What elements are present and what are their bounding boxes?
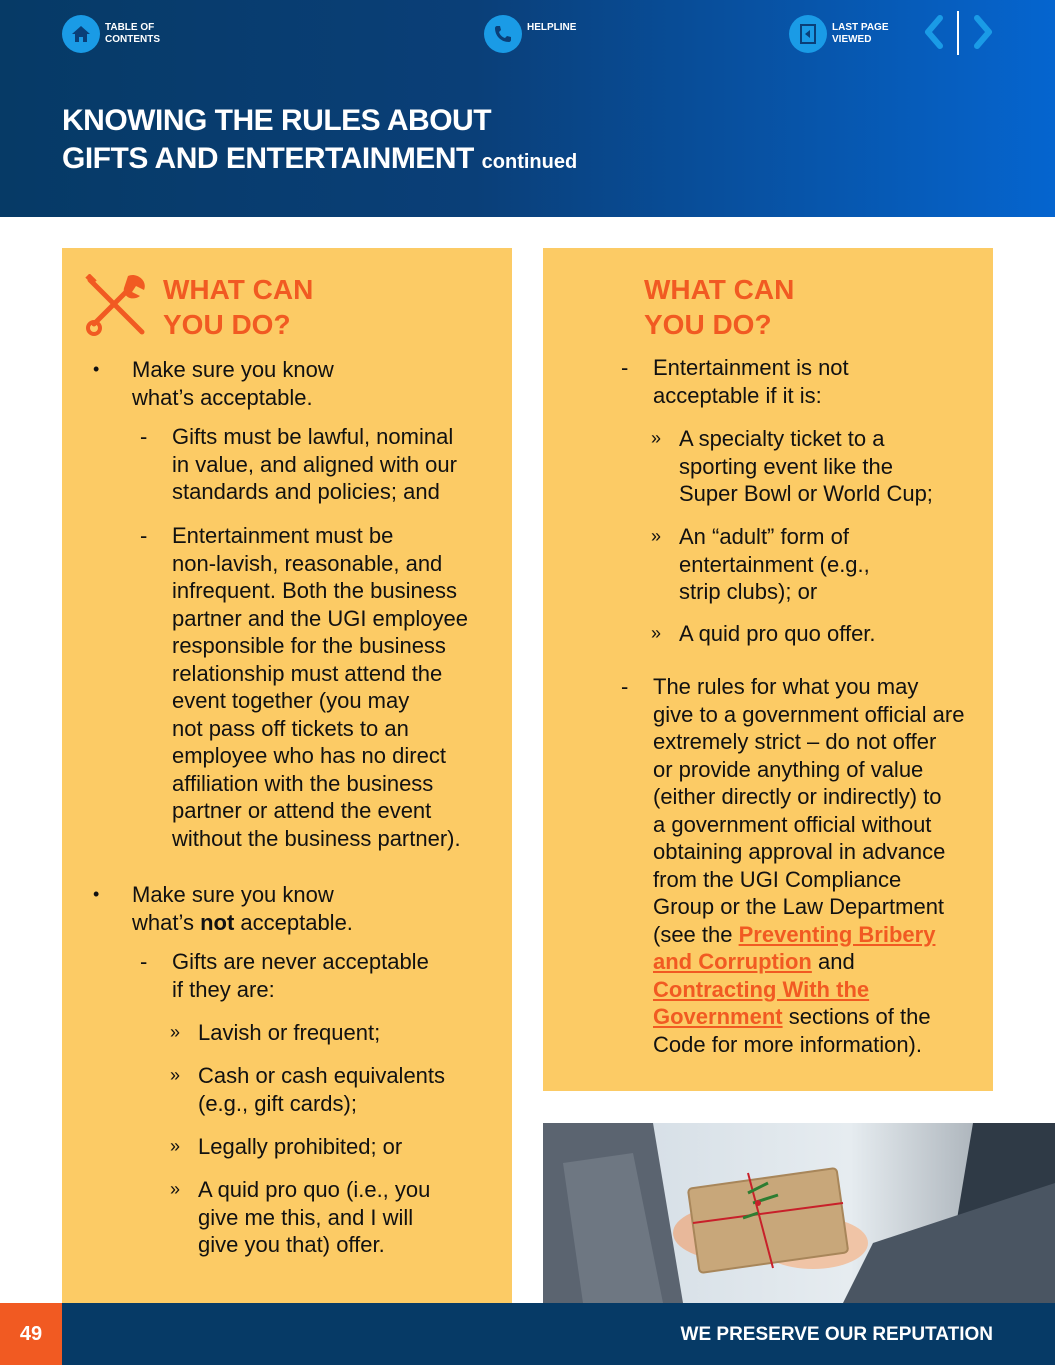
table-of-contents-link[interactable] — [62, 15, 185, 53]
contracting-government-link[interactable]: Contracting With the — [653, 976, 870, 1002]
dash-marker: - — [621, 355, 629, 380]
arrow-marker: » — [170, 1065, 181, 1085]
sub-sub-item: An “adult” form of entertainment (e.g., strip clubs); or — [679, 524, 870, 604]
helpline-link[interactable] — [484, 15, 607, 53]
chevron-left-icon[interactable] — [922, 14, 946, 55]
sub-sub-item: A quid pro quo (i.e., you give me this, and I will give you that) offer. — [198, 1177, 431, 1257]
sub-sub-item: Cash or cash equivalents (e.g., gift cards); — [198, 1063, 446, 1116]
sub-item: Gifts are never acceptable if they are: — [172, 949, 429, 1002]
left-info-panel — [62, 248, 512, 1303]
arrow-marker: » — [170, 1136, 181, 1156]
arrow-marker: » — [170, 1022, 181, 1042]
arrow-marker: » — [651, 623, 662, 643]
bullet-marker: • — [93, 884, 100, 904]
preventing-bribery-link[interactable]: Preventing Bribery — [738, 921, 936, 947]
arrow-marker: » — [651, 526, 662, 546]
right-info-panel — [543, 248, 993, 1091]
gift-handoff-photo — [543, 1123, 1055, 1303]
sub-sub-item: A specialty ticket to a sporting event like the Super Bowl or World Cup; — [679, 426, 933, 506]
right-heading: WHAT CAN YOU DO? — [644, 274, 795, 340]
bullet-item: Make sure you know what’s acceptable. — [132, 357, 334, 410]
sub-item: Gifts must be lawful, nominal in value, and aligned with our standards and policies; and — [172, 424, 457, 504]
bullet-marker: • — [93, 359, 100, 379]
toc-label: TABLE OF CONTENTS — [105, 22, 160, 45]
last-page-label: LAST PAGE VIEWED — [832, 22, 889, 45]
dash-marker: - — [140, 949, 148, 974]
header-banner — [0, 0, 1055, 217]
arrow-marker: » — [651, 428, 662, 448]
sub-sub-item: A quid pro quo offer. — [679, 621, 876, 646]
contracting-government-link[interactable]: Government — [653, 1004, 783, 1029]
chevron-right-icon[interactable] — [971, 14, 995, 55]
sub-item: Entertainment is not acceptable if it is: — [653, 355, 849, 408]
bullet-item: Make sure you know what’s not acceptable. — [132, 882, 353, 935]
section-title: WE PRESERVE OUR REPUTATION — [680, 1324, 993, 1345]
left-heading: WHAT CAN YOU DO? — [163, 274, 314, 340]
preventing-bribery-link[interactable]: and Corruption — [653, 949, 812, 974]
dash-marker: - — [140, 523, 148, 548]
dash-marker: - — [621, 674, 629, 699]
sub-item: The rules for what you may give to a government official are extremely strict – do not offer or provide anything of value (either directly or indirectly) to a government official without obtaining approval in advance from the UGI Compliance Group or the Law Department (see the Preventing Bribery and Corruption and Contracting With the Government sections of the Code for more information). — [653, 674, 965, 1057]
helpline-label: HELPLINE — [527, 22, 577, 33]
tools-icon — [84, 274, 150, 343]
sub-sub-item: Legally prohibited; or — [198, 1134, 403, 1159]
sub-item: Entertainment must be non-lavish, reasonable, and infrequent. Both the business partner and the UGI employee responsible for the business relationship must attend the event together (you may not pass off tickets to an employee who has no direct affiliation with the business partner or attend the event without the business partner). — [172, 523, 468, 851]
home-icon — [62, 15, 100, 53]
continued-label: continued — [481, 151, 578, 173]
page-number: 49 — [0, 1303, 62, 1365]
sub-sub-item: Lavish or frequent; — [198, 1020, 381, 1045]
page-title: KNOWING THE RULES ABOUT GIFTS AND ENTERTAINMENT continued — [62, 104, 578, 175]
phone-icon — [484, 15, 522, 53]
nav-divider — [957, 11, 959, 55]
arrow-marker: » — [170, 1179, 181, 1199]
dash-marker: - — [140, 424, 148, 449]
last-page-viewed-link[interactable] — [789, 15, 912, 53]
footer-bar — [0, 1303, 1055, 1365]
last-page-icon — [789, 15, 827, 53]
